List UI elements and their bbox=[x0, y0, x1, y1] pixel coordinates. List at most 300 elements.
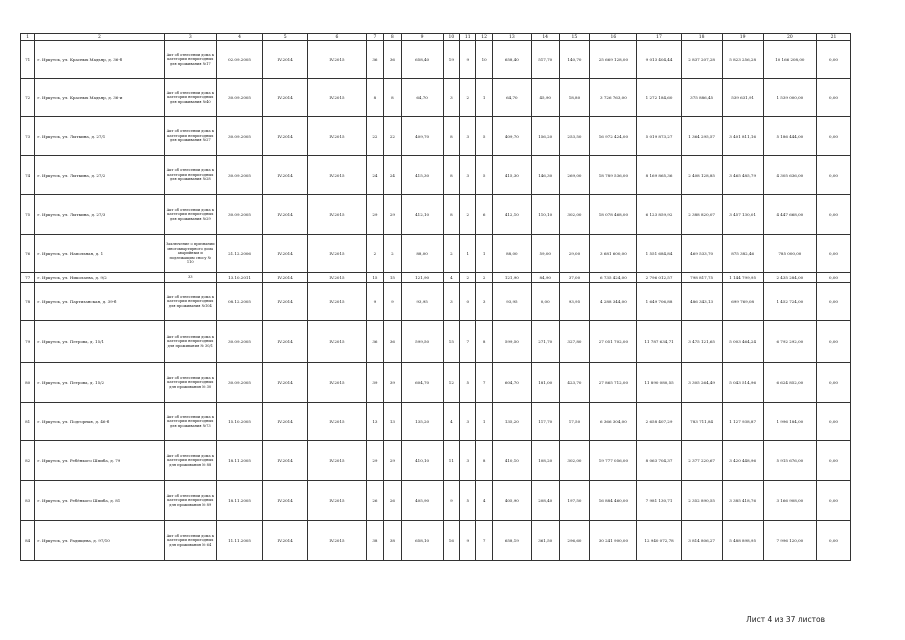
table-cell-col-12: 8 bbox=[476, 321, 492, 363]
column-number-row bbox=[21, 34, 851, 41]
table-cell-col-15: 327,80 bbox=[559, 321, 590, 363]
table-cell-col-6: IV.2015 bbox=[308, 117, 366, 156]
table-cell-col-8: 13 bbox=[384, 403, 401, 441]
table-cell-col-17: 11 890 080,55 bbox=[637, 363, 681, 403]
table-cell-col-20: 785 000,00 bbox=[763, 235, 816, 273]
table-cell-col-9: 658,10 bbox=[401, 521, 443, 561]
table-row bbox=[21, 41, 851, 79]
table-cell-col-12: 2 bbox=[476, 273, 492, 283]
table-cell-col-21: 0,00 bbox=[817, 481, 851, 521]
table-cell-col-14: 361,50 bbox=[531, 521, 559, 561]
table-cell-col-3: Акт об отнесении дома к категории непригодных для проживания №73 bbox=[164, 403, 216, 441]
table-cell-col-8: 9 bbox=[384, 283, 401, 321]
table-cell-col-17: 12 940 072,78 bbox=[637, 521, 681, 561]
table-cell-col-10: 9 bbox=[443, 481, 459, 521]
table-row bbox=[21, 117, 851, 156]
table-cell-col-7: 39 bbox=[366, 363, 383, 403]
table-cell-col-14: 59,00 bbox=[531, 235, 559, 273]
table-row bbox=[21, 441, 851, 481]
table-cell-col-9: 409,70 bbox=[401, 117, 443, 156]
table-cell-col-10: 12 bbox=[443, 363, 459, 403]
table-cell-col-5: IV.2014 bbox=[263, 363, 308, 403]
table-cell-col-20: 2 435 284,00 bbox=[763, 273, 816, 283]
table-cell-col-14: 181,00 bbox=[531, 363, 559, 403]
table-cell-col-4: 15.10.2005 bbox=[216, 403, 262, 441]
table-cell-col-13: 412,10 bbox=[492, 195, 531, 235]
table-cell-col-14: 156,20 bbox=[531, 117, 559, 156]
table-cell-col-16: 3 726 763,00 bbox=[590, 79, 637, 117]
table-cell-col-1: 73 bbox=[21, 117, 35, 156]
table-cell-col-6: IV.2015 bbox=[308, 441, 366, 481]
table-cell-col-3: Акт об отнесении дома к категории непригодных для проживания №27 bbox=[164, 117, 216, 156]
column-header-14: 14 bbox=[531, 34, 559, 41]
column-header-11: 11 bbox=[460, 34, 476, 41]
table-cell-col-2: г. Иркутск, ул. Красных Мадьяр, д. 36-и bbox=[35, 79, 164, 117]
table-cell-col-2: г. Иркутск, ул. Радищева, д. 97/10 bbox=[35, 521, 164, 561]
table-row bbox=[21, 195, 851, 235]
table-cell-col-18: 798 817,75 bbox=[681, 273, 722, 283]
table-cell-col-6: IV.2015 bbox=[308, 79, 366, 117]
table-cell-col-20: 4 447 668,00 bbox=[763, 195, 816, 235]
table-cell-col-19: 875 382,46 bbox=[722, 235, 763, 273]
table-cell-col-14: 45,90 bbox=[531, 79, 559, 117]
table-cell-col-19: 3 385 418,76 bbox=[722, 481, 763, 521]
table-cell-col-2: г. Иркутск, ул. Подгорная, д. 46-б bbox=[35, 403, 164, 441]
table-cell-col-10: 8 bbox=[443, 156, 459, 195]
table-cell-col-2: г. Иркутск, ул. Петрова, д. 15/1 bbox=[35, 321, 164, 363]
table-cell-col-5: IV.2014 bbox=[263, 41, 308, 79]
table-cell-col-5: IV.2014 bbox=[263, 441, 308, 481]
table-cell-col-11: 9 bbox=[460, 41, 476, 79]
table-cell-col-11: 3 bbox=[460, 117, 476, 156]
table-cell-col-6: IV.2015 bbox=[308, 283, 366, 321]
table-cell-col-10: 8 bbox=[443, 195, 459, 235]
table-cell-col-20: 6 792 292,00 bbox=[763, 321, 816, 363]
table-cell-col-18: 469 533,70 bbox=[681, 235, 722, 273]
table-cell-col-15: 269,00 bbox=[559, 156, 590, 195]
table-cell-col-11: 2 bbox=[460, 195, 476, 235]
table-cell-col-7: 15 bbox=[366, 273, 383, 283]
table-cell-col-4: 30.09.2005 bbox=[216, 117, 262, 156]
table-cell-col-7: 22 bbox=[366, 117, 383, 156]
column-header-21: 21 bbox=[817, 34, 851, 41]
table-cell-col-9: 604,70 bbox=[401, 363, 443, 403]
table-cell-col-7: 9 bbox=[366, 283, 383, 321]
column-header-10: 10 bbox=[443, 34, 459, 41]
table-cell-col-14: 517,70 bbox=[531, 41, 559, 79]
table-cell-col-19: 5 003 464,24 bbox=[722, 321, 763, 363]
table-cell-col-4: 18.11.2005 bbox=[216, 481, 262, 521]
table-cell-col-6: IV.2015 bbox=[308, 41, 366, 79]
table-cell-col-7: 29 bbox=[366, 195, 383, 235]
table-cell-col-17: 11 787 634,71 bbox=[637, 321, 681, 363]
table-cell-col-9: 415,30 bbox=[401, 156, 443, 195]
table-cell-col-7: 8 bbox=[366, 79, 383, 117]
table-cell-col-9: 135,20 bbox=[401, 403, 443, 441]
table-cell-col-18: 1 364 295,57 bbox=[681, 117, 722, 156]
table-cell-col-1: 75 bbox=[21, 195, 35, 235]
table-cell-col-3: Акт об отнесении дома к категории непригодных для проживания № 89 bbox=[164, 481, 216, 521]
table-cell-col-6: IV.2015 bbox=[308, 273, 366, 283]
table-cell-col-18: 2 377 220,67 bbox=[681, 441, 722, 481]
table-cell-col-19: 699 769,08 bbox=[722, 283, 763, 321]
table-cell-col-2: г. Иркутск, ул. Ребёнкого Шпиба, д. 81 bbox=[35, 481, 164, 521]
table-cell-col-8: 22 bbox=[384, 117, 401, 156]
table-cell-col-1: 82 bbox=[21, 441, 35, 481]
table-cell-col-21: 0,00 bbox=[817, 235, 851, 273]
table-row bbox=[21, 481, 851, 521]
column-header-1: 1 bbox=[21, 34, 35, 41]
table-cell-col-5: IV.2014 bbox=[263, 321, 308, 363]
table-cell-col-10: 15 bbox=[443, 321, 459, 363]
table-cell-col-17: 8 169 865,36 bbox=[637, 156, 681, 195]
table-cell-col-21: 0,00 bbox=[817, 441, 851, 481]
table-cell-col-10: 4 bbox=[443, 403, 459, 441]
table-cell-col-10: 2 bbox=[443, 235, 459, 273]
table-cell-col-5: IV.2014 bbox=[263, 195, 308, 235]
table-cell-col-13: 93,95 bbox=[492, 283, 531, 321]
page-counter: Лист 4 из 37 листов bbox=[746, 615, 825, 624]
table-cell-col-6: IV.2015 bbox=[308, 403, 366, 441]
table-cell-col-16: 27 051 702,00 bbox=[590, 321, 637, 363]
table-cell-col-10: 3 bbox=[443, 283, 459, 321]
column-header-20: 20 bbox=[763, 34, 816, 41]
table-cell-col-17: 2 796 012,57 bbox=[637, 273, 681, 283]
table-cell-col-11: 3 bbox=[460, 441, 476, 481]
table-cell-col-15: 423,70 bbox=[559, 363, 590, 403]
table-row bbox=[21, 79, 851, 117]
column-header-13: 13 bbox=[492, 34, 531, 41]
table-row bbox=[21, 321, 851, 363]
table-cell-col-20: 1 539 000,00 bbox=[763, 79, 816, 117]
table-cell-col-3: Акт об отнесении дома к категории непригодных для проживания №28 bbox=[164, 156, 216, 195]
table-cell-col-12: 7 bbox=[476, 363, 492, 403]
table-cell-col-1: 78 bbox=[21, 283, 35, 321]
table-cell-col-17: 1 649 706,88 bbox=[637, 283, 681, 321]
table-cell-col-6: IV.2015 bbox=[308, 235, 366, 273]
table-cell-col-5: IV.2014 bbox=[263, 117, 308, 156]
table-cell-col-19: 3 420 448,96 bbox=[722, 441, 763, 481]
table-cell-col-10: 8 bbox=[443, 117, 459, 156]
table-cell-col-16: 30 241 900,00 bbox=[590, 521, 637, 561]
table-cell-col-13: 64,70 bbox=[492, 79, 531, 117]
table-cell-col-4: 11.11.2005 bbox=[216, 521, 262, 561]
table-cell-col-16: 6 735 424,00 bbox=[590, 273, 637, 283]
table-cell-col-18: 2 408 128,85 bbox=[681, 156, 722, 195]
table-cell-col-18: 783 711,84 bbox=[681, 403, 722, 441]
table-cell-col-13: 135,20 bbox=[492, 403, 531, 441]
table-cell-col-1: 81 bbox=[21, 403, 35, 441]
table-cell-col-4: 18.11.2005 bbox=[216, 441, 262, 481]
column-header-8: 8 bbox=[384, 34, 401, 41]
table-cell-col-2: г. Иркутск, ул. Лыткина, д. 27/1 bbox=[35, 117, 164, 156]
table-cell-col-10: 11 bbox=[443, 441, 459, 481]
table-cell-col-16: 25 669 128,00 bbox=[590, 41, 637, 79]
column-header-16: 16 bbox=[590, 34, 637, 41]
table-cell-col-18: 486 343,13 bbox=[681, 283, 722, 321]
table-cell-col-20: 10 166 208,00 bbox=[763, 41, 816, 79]
table-cell-col-20: 4 305 636,00 bbox=[763, 156, 816, 195]
table-body bbox=[21, 41, 851, 561]
table-cell-col-21: 0,00 bbox=[817, 117, 851, 156]
table-cell-col-12: 1 bbox=[476, 79, 492, 117]
table-cell-col-21: 0,00 bbox=[817, 321, 851, 363]
table-cell-col-2: г. Иркутск, ул. Красных Мадьяр, д. 36-б bbox=[35, 41, 164, 79]
table-cell-col-17: 5 019 873,27 bbox=[637, 117, 681, 156]
table-cell-col-17: 1 272 184,60 bbox=[637, 79, 681, 117]
table-cell-col-4: 13.10.2011 bbox=[216, 273, 262, 283]
table-cell-col-2: г. Иркутск, ул. Партизанская, д. 39-б bbox=[35, 283, 164, 321]
table-cell-col-17: 1 551 684,84 bbox=[637, 235, 681, 273]
column-header-15: 15 bbox=[559, 34, 590, 41]
table-cell-col-7: 13 bbox=[366, 403, 383, 441]
column-header-18: 18 bbox=[681, 34, 722, 41]
column-header-4: 4 bbox=[216, 34, 262, 41]
table-cell-col-8: 38 bbox=[384, 521, 401, 561]
table-cell-col-2: г. Иркутск, ул. Ребёнкого Шпиба, д. 79 bbox=[35, 441, 164, 481]
table-row bbox=[21, 156, 851, 195]
table-cell-col-7: 38 bbox=[366, 521, 383, 561]
table-cell-col-3: Акт об отнесении дома к категории непригодных для проживания №40 bbox=[164, 79, 216, 117]
table-row bbox=[21, 273, 851, 283]
table-cell-col-19: 3 457 130,01 bbox=[722, 195, 763, 235]
table-cell-col-6: IV.2015 bbox=[308, 156, 366, 195]
table-cell-col-14: 117,70 bbox=[531, 403, 559, 441]
table-cell-col-14: 271,70 bbox=[531, 321, 559, 363]
table-cell-col-17: 6 123 859,92 bbox=[637, 195, 681, 235]
column-header-5: 5 bbox=[263, 34, 308, 41]
table-cell-col-16: 16 972 424,00 bbox=[590, 117, 637, 156]
table-cell-col-21: 0,00 bbox=[817, 41, 851, 79]
table-cell-col-16: 16 884 460,00 bbox=[590, 481, 637, 521]
table-cell-col-15: 17,50 bbox=[559, 403, 590, 441]
table-cell-col-15: 302,00 bbox=[559, 441, 590, 481]
table-cell-col-4: 30.09.2005 bbox=[216, 321, 262, 363]
table-cell-col-9: 658,40 bbox=[401, 41, 443, 79]
table-cell-col-15: 37,00 bbox=[559, 273, 590, 283]
table-cell-col-4: 21.12.2006 bbox=[216, 235, 262, 273]
table-cell-col-13: 604,70 bbox=[492, 363, 531, 403]
table-cell-col-21: 0,00 bbox=[817, 195, 851, 235]
table-cell-col-3: 33 bbox=[164, 273, 216, 283]
table-cell-col-15: 93,95 bbox=[559, 283, 590, 321]
table-cell-col-8: 29 bbox=[384, 195, 401, 235]
table-cell-col-12: 10 bbox=[476, 41, 492, 79]
column-header-3: 3 bbox=[164, 34, 216, 41]
table-cell-col-1: 71 bbox=[21, 41, 35, 79]
table-cell-col-11: 2 bbox=[460, 79, 476, 117]
table-cell-col-20: 5 186 444,00 bbox=[763, 117, 816, 156]
table-cell-col-16: 3 681 600,00 bbox=[590, 235, 637, 273]
table-cell-col-18: 375 886,45 bbox=[681, 79, 722, 117]
table-cell-col-7: 36 bbox=[366, 321, 383, 363]
table-cell-col-9: 405,90 bbox=[401, 481, 443, 521]
table-cell-col-6: IV.2015 bbox=[308, 481, 366, 521]
table-cell-col-15: 197,50 bbox=[559, 481, 590, 521]
table-cell-col-8: 2 bbox=[384, 235, 401, 273]
table-cell-col-2: г. Иркутск, ул. Лыткина, д. 27/3 bbox=[35, 195, 164, 235]
table-cell-col-3: Акт об отнесении дома к категории непригодных для проживания №29 bbox=[164, 195, 216, 235]
table-cell-col-2: г. Иркутск, ул. Николаева, д. 9/2 bbox=[35, 273, 164, 283]
table-cell-col-17: 2 658 407,29 bbox=[637, 403, 681, 441]
table-cell-col-2: г. Иркутск, ул. Напольная, д. 1 bbox=[35, 235, 164, 273]
table-cell-col-20: 1 996 184,00 bbox=[763, 403, 816, 441]
table-cell-col-9: 410,10 bbox=[401, 441, 443, 481]
table-cell-col-1: 84 bbox=[21, 521, 35, 561]
table-cell-col-11: 5 bbox=[460, 363, 476, 403]
table-cell-col-13: 88,00 bbox=[492, 235, 531, 273]
table-cell-col-1: 79 bbox=[21, 321, 35, 363]
table-cell-col-6: IV.2015 bbox=[308, 195, 366, 235]
table-cell-col-8: 36 bbox=[384, 41, 401, 79]
table-cell-col-14: 84,90 bbox=[531, 273, 559, 283]
table-cell-col-19: 539 631,91 bbox=[722, 79, 763, 117]
table-cell-col-13: 409,70 bbox=[492, 117, 531, 156]
table-cell-col-1: 83 bbox=[21, 481, 35, 521]
table-cell-col-12: 3 bbox=[476, 283, 492, 321]
table-cell-col-12: 1 bbox=[476, 235, 492, 273]
table-cell-col-21: 0,00 bbox=[817, 273, 851, 283]
table-cell-col-11: 7 bbox=[460, 321, 476, 363]
table-cell-col-15: 302,00 bbox=[559, 195, 590, 235]
table-cell-col-19: 5 823 256,28 bbox=[722, 41, 763, 79]
table-cell-col-11: 2 bbox=[460, 273, 476, 283]
table-cell-col-8: 24 bbox=[384, 156, 401, 195]
table-cell-col-7: 24 bbox=[366, 156, 383, 195]
table-cell-col-11: 9 bbox=[460, 521, 476, 561]
column-header-7: 7 bbox=[366, 34, 383, 41]
column-header-6: 6 bbox=[308, 34, 366, 41]
table-cell-col-13: 121,90 bbox=[492, 273, 531, 283]
table-cell-col-21: 0,00 bbox=[817, 363, 851, 403]
table-cell-col-15: 140,70 bbox=[559, 41, 590, 79]
table-cell-col-2: г. Иркутск, ул. Лыткина, д. 27/2 bbox=[35, 156, 164, 195]
table-cell-col-8: 15 bbox=[384, 273, 401, 283]
table-cell-col-11: 3 bbox=[460, 403, 476, 441]
table-cell-col-13: 405,90 bbox=[492, 481, 531, 521]
table-cell-col-3: Заключение о признании многоквартирного дома аварийным и подлежащим сносу № 110 bbox=[164, 235, 216, 273]
table-cell-col-6: IV.2015 bbox=[308, 363, 366, 403]
table-cell-col-9: 599,50 bbox=[401, 321, 443, 363]
table-cell-col-6: IV.2015 bbox=[308, 321, 366, 363]
table-cell-col-4: 30.09.2005 bbox=[216, 79, 262, 117]
table-cell-col-19: 5 043 514,96 bbox=[722, 363, 763, 403]
table-cell-col-21: 0,00 bbox=[817, 283, 851, 321]
column-header-17: 17 bbox=[637, 34, 681, 41]
table-cell-col-12: 5 bbox=[476, 117, 492, 156]
table-cell-col-5: IV.2014 bbox=[263, 273, 308, 283]
table-cell-col-12: 6 bbox=[476, 195, 492, 235]
table-cell-col-7: 26 bbox=[366, 481, 383, 521]
table-cell-col-4: 02.09.2005 bbox=[216, 41, 262, 79]
table-cell-col-3: Акт об отнесении дома к категории непригодных для проживания № 30 bbox=[164, 363, 216, 403]
table-cell-col-5: IV.2014 bbox=[263, 156, 308, 195]
table-cell-col-21: 0,00 bbox=[817, 156, 851, 195]
table-cell-col-1: 77 bbox=[21, 273, 35, 283]
table-cell-col-20: 1 452 724,00 bbox=[763, 283, 816, 321]
table-cell-col-18: 3 475 121,65 bbox=[681, 321, 722, 363]
column-header-2: 2 bbox=[35, 34, 164, 41]
table-cell-col-1: 80 bbox=[21, 363, 35, 403]
table-cell-col-19: 3 465 485,79 bbox=[722, 156, 763, 195]
table-cell-col-21: 0,00 bbox=[817, 403, 851, 441]
table-cell-col-1: 74 bbox=[21, 156, 35, 195]
table-cell-col-21: 0,00 bbox=[817, 79, 851, 117]
table-cell-col-13: 658,40 bbox=[492, 41, 531, 79]
table-row bbox=[21, 235, 851, 273]
table-cell-col-5: IV.2014 bbox=[263, 403, 308, 441]
table-cell-col-20: 7 996 120,00 bbox=[763, 521, 816, 561]
table-cell-col-19: 5 488 898,95 bbox=[722, 521, 763, 561]
table-cell-col-9: 121,90 bbox=[401, 273, 443, 283]
table-cell-col-17: 8 063 704,37 bbox=[637, 441, 681, 481]
table-cell-col-19: 1 127 938,87 bbox=[722, 403, 763, 441]
table-cell-col-3: Акт об отнесении дома к категории непригодных для проживания № 30/1 bbox=[164, 321, 216, 363]
table-cell-col-18: 2 388 820,07 bbox=[681, 195, 722, 235]
table-cell-col-11: 5 bbox=[460, 481, 476, 521]
table-cell-col-11: 1 bbox=[460, 235, 476, 273]
table-cell-col-3: Акт об отнесении дома к категории непригодных для проживания № 88 bbox=[164, 441, 216, 481]
table-cell-col-18: 2 352 890,55 bbox=[681, 481, 722, 521]
table-cell-col-10: 19 bbox=[443, 41, 459, 79]
table-cell-col-18: 2 837 207,28 bbox=[681, 41, 722, 79]
table-cell-col-17: 9 013 404,44 bbox=[637, 41, 681, 79]
table-cell-col-17: 7 981 130,71 bbox=[637, 481, 681, 521]
table-cell-col-16: 27 865 712,00 bbox=[590, 363, 637, 403]
table-cell-col-14: 0,00 bbox=[531, 283, 559, 321]
table-row bbox=[21, 283, 851, 321]
table-cell-col-10: 3 bbox=[443, 79, 459, 117]
table-cell-col-4: 30.09.2005 bbox=[216, 156, 262, 195]
table-cell-col-18: 3 814 806,27 bbox=[681, 521, 722, 561]
table-cell-col-14: 108,20 bbox=[531, 441, 559, 481]
table-cell-col-12: 5 bbox=[476, 156, 492, 195]
table-cell-col-6: IV.2015 bbox=[308, 521, 366, 561]
table-cell-col-2: г. Иркутск, ул. Петрова, д. 15/2 bbox=[35, 363, 164, 403]
table-cell-col-5: IV.2014 bbox=[263, 283, 308, 321]
table-cell-col-12: 1 bbox=[476, 403, 492, 441]
table-cell-col-13: 658,19 bbox=[492, 521, 531, 561]
table-cell-col-7: 36 bbox=[366, 41, 383, 79]
column-header-12: 12 bbox=[476, 34, 492, 41]
table-cell-col-19: 1 144 799,95 bbox=[722, 273, 763, 283]
table-cell-col-12: 4 bbox=[476, 481, 492, 521]
column-header-9: 9 bbox=[401, 34, 443, 41]
table-cell-col-20: 6 624 852,00 bbox=[763, 363, 816, 403]
table-cell-col-9: 412,10 bbox=[401, 195, 443, 235]
table-cell-col-16: 19 777 056,00 bbox=[590, 441, 637, 481]
housing-register-table bbox=[20, 33, 851, 561]
table-cell-col-3: Акт об отнесении дома к категории непригодных для проживания № 64 bbox=[164, 521, 216, 561]
table-row bbox=[21, 521, 851, 561]
table-cell-col-8: 36 bbox=[384, 321, 401, 363]
table-cell-col-4: 30.09.2005 bbox=[216, 363, 262, 403]
table-cell-col-3: Акт об отнесении дома к категории непригодных для проживания №17 bbox=[164, 41, 216, 79]
table-cell-col-13: 410,10 bbox=[492, 441, 531, 481]
table-cell-col-15: 29,00 bbox=[559, 235, 590, 273]
table-cell-col-5: IV.2014 bbox=[263, 79, 308, 117]
table-cell-col-5: IV.2014 bbox=[263, 481, 308, 521]
table-cell-col-9: 64,70 bbox=[401, 79, 443, 117]
column-header-19: 19 bbox=[722, 34, 763, 41]
table-cell-col-14: 208,40 bbox=[531, 481, 559, 521]
table-cell-col-16: 4 288 344,00 bbox=[590, 283, 637, 321]
table-cell-col-16: 18 078 468,00 bbox=[590, 195, 637, 235]
table-cell-col-18: 3 305 264,49 bbox=[681, 363, 722, 403]
table-cell-col-8: 29 bbox=[384, 441, 401, 481]
table-cell-col-7: 29 bbox=[366, 441, 383, 481]
table-cell-col-1: 72 bbox=[21, 79, 35, 117]
